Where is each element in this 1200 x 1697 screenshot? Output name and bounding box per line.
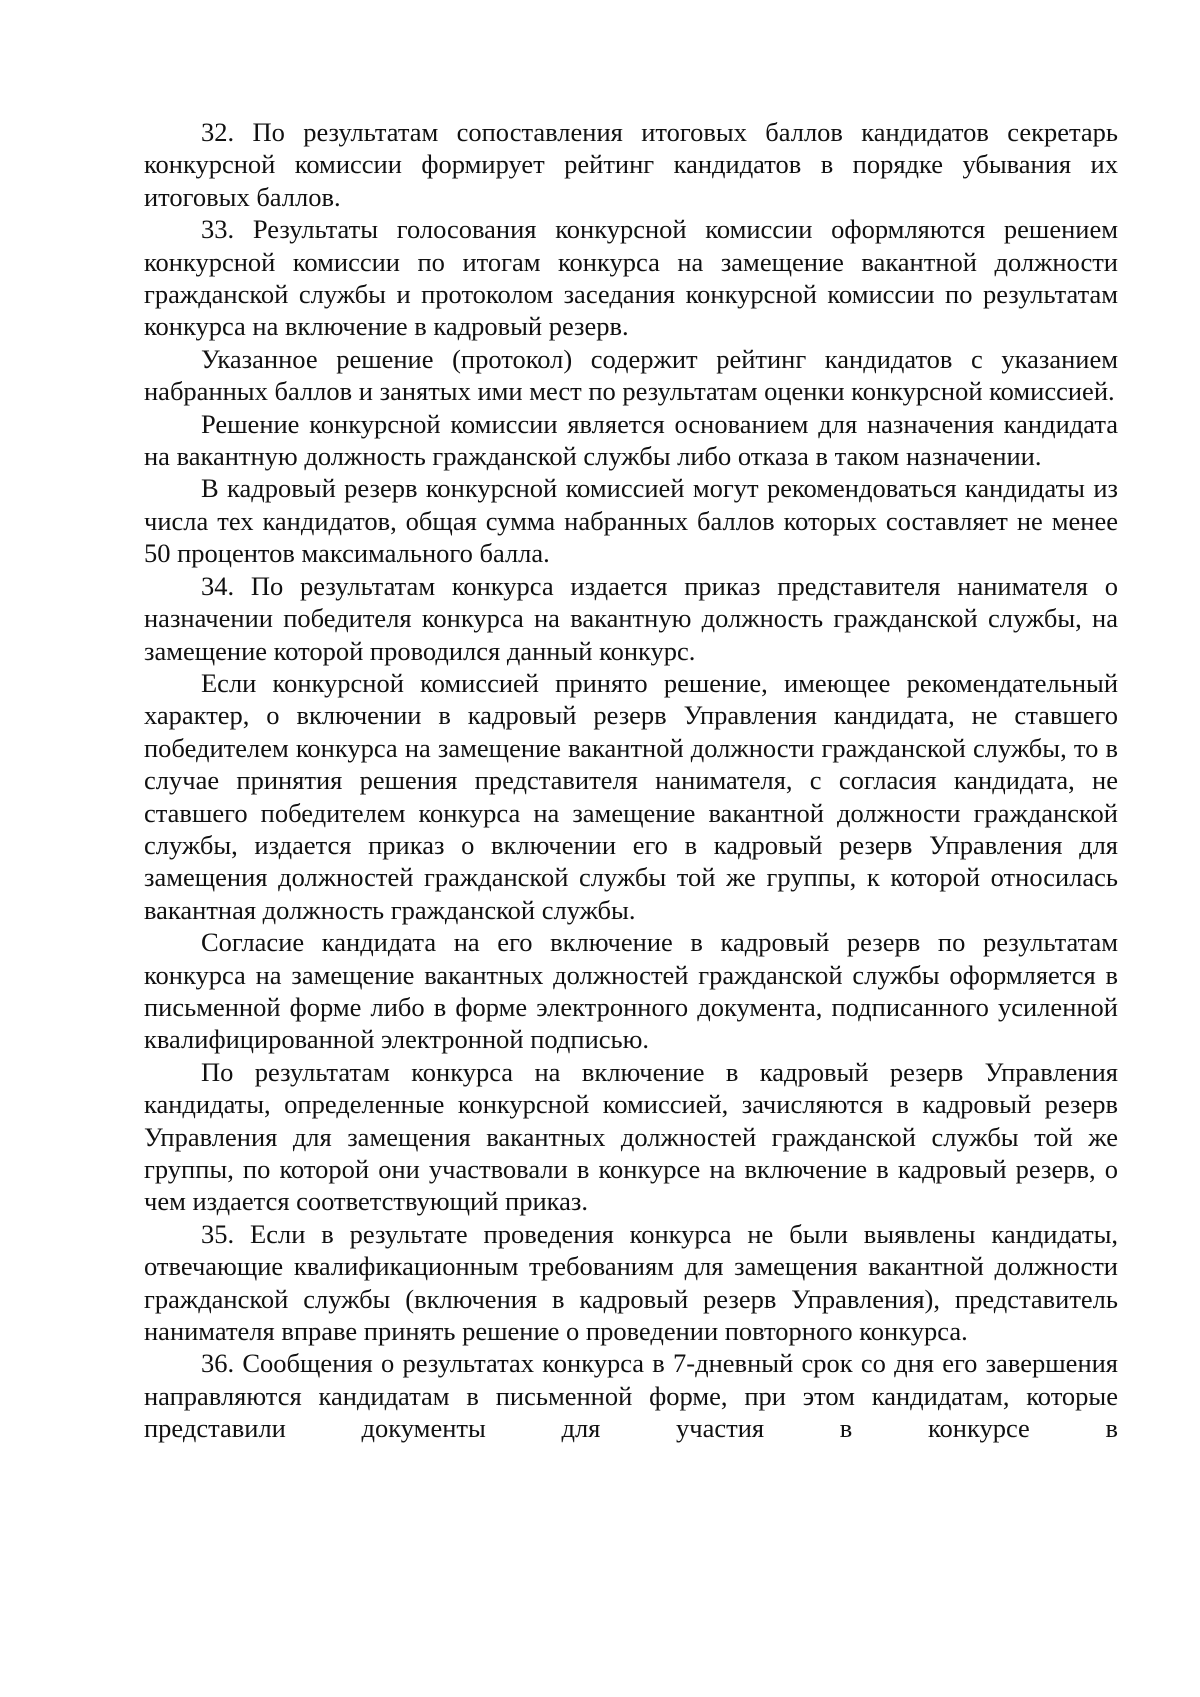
document-body <box>144 116 1118 1445</box>
paragraph-33-rating: Указанное решение (протокол) содержит рейтинг кандидатов с указанием набранных баллов и занятых ими мест по результатам оценки конкурсной комиссией. <box>144 343 1118 407</box>
paragraph-34-consent: Согласие кандидата на его включение в кадровый резерв по результатам конкурса на замещение вакантных должностей гражданской службы оформляется в письменной форме либо в форме электронного документа, подписанного усиленной квалифицированной электронной подписью. <box>144 927 1118 1055</box>
paragraph-33-reserve: В кадровый резерв конкурсной комиссией могут рекомендоваться кандидаты из числа тех кандидатов, общая сумма набранных баллов которых составляет не менее 50 процентов максимального балла. <box>144 473 1118 569</box>
paragraph-32: 32. По результатам сопоставления итоговых баллов кандидатов секретарь конкурсной комиссии формирует рейтинг кандидатов в порядке убывания их итоговых баллов. <box>144 117 1118 212</box>
paragraph-34-recommendation: Если конкурсной комиссией принято решение, имеющее рекомендательный характер, о включении в кадровый резерв Управления кандидата, не ставшего победителем конкурса на замещение вакантной должности гражданской службы, то в случае принятия решения представителя нанимателя, с согласия кандидата, не ставшего победителем конкурса на замещение вакантной должности гражданской службы, издается приказ о включении его в кадровый резерв Управления для замещения должностей гражданской службы той же группы, к которой относилась вакантная должность гражданской службы. <box>144 667 1118 925</box>
paragraph-35: 35. Если в результате проведения конкурса не были выявлены кандидаты, отвечающие квалификационным требованиям для замещения вакантной должности гражданской службы (включения в кадровый резерв Управления), представитель нанимателя вправе принять решение о проведении повторного конкурса. <box>144 1218 1118 1347</box>
paragraph-34-enrollment: По результатам конкурса на включение в кадровый резерв Управления кандидаты, определенные конкурсной комиссией, зачисляются в кадровый резерв Управления для замещения вакантных должностей гражданской службы той же группы, по которой они участвовали в конкурсе на включение в кадровый резерв, о чем издается соответствующий приказ. <box>144 1056 1118 1217</box>
paragraph-36: 36. Сообщения о результатах конкурса в 7-дневный срок со дня его завершения направляются кандидатам в письменной форме, при этом кандидатам, которые представили документы для участия в конкурсе в <box>144 1348 1118 1444</box>
paragraph-33-decision: Решение конкурсной комиссии является основанием для назначения кандидата на вакантную должность гражданской службы либо отказа в таком назначении. <box>144 408 1118 472</box>
paragraph-33: 33. Результаты голосования конкурсной комиссии оформляются решением конкурсной комиссии по итогам конкурса на замещение вакантной должности гражданской службы и протоколом заседания конкурсной комиссии по результатам конкурса на включение в кадровый резерв. <box>144 214 1118 342</box>
paragraph-34: 34. По результатам конкурса издается приказ представителя нанимателя о назначении победителя конкурса на вакантную должность гражданской службы, на замещение которой проводился данный конкурс. <box>144 570 1118 666</box>
